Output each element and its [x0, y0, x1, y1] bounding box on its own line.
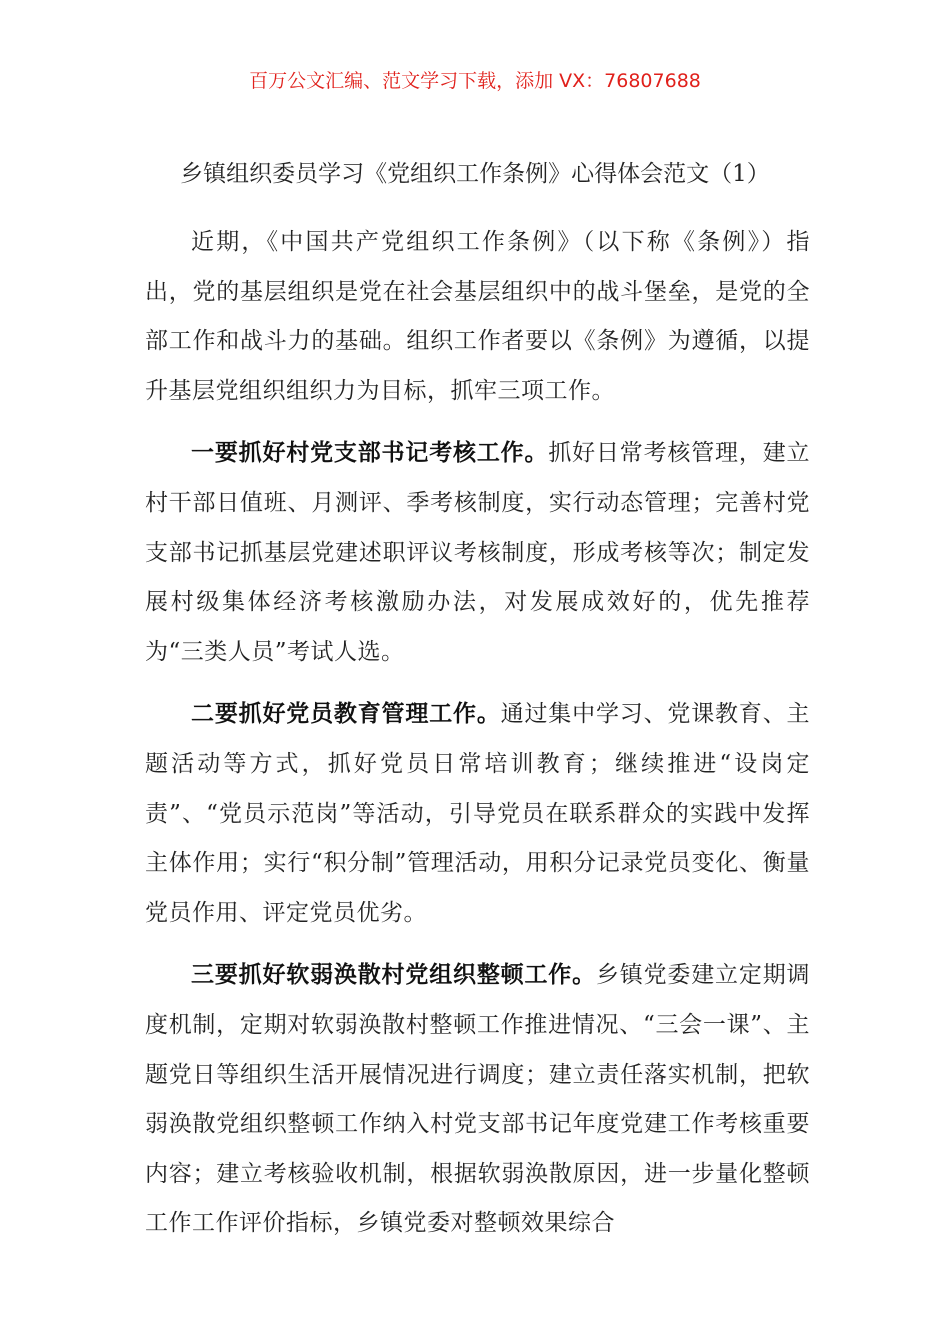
paragraph-lead: 二要抓好党员教育管理工作。	[191, 700, 501, 728]
paragraph-intro	[145, 218, 810, 416]
paragraph-lead: 三要抓好软弱涣散村党组织整顿工作。	[191, 961, 596, 989]
paragraph-text: 近期，《中国共产党组织工作条例》（以下称《条例》）指出，党的基层组织是党在社会基层组织中的战斗堡垒，是党的全部工作和战斗力的基础。组织工作者要以《条例》为遵循，以提升基层党组织组织力为目标，抓牢三项工作。	[145, 229, 810, 404]
document-body	[145, 218, 810, 1261]
header-notice: 百万公文汇编、范文学习下载，添加 VX：76807688	[249, 70, 701, 92]
paragraph-point-3	[145, 950, 810, 1249]
document-title: 乡镇组织委员学习《党组织工作条例》心得体会范文（1）	[180, 161, 770, 187]
paragraph-text: 抓好日常考核管理，建立村干部日值班、月测评、季考核制度，实行动态管理；完善村党支部书记抓基层党建述职评议考核制度，形成考核等次；制定发展村级集体经济考核激励办法，对发展成效好的，优先推荐为“三类人员”考试人选。	[145, 440, 811, 665]
paragraph-text: 通过集中学习、党课教育、主题活动等方式，抓好党员日常培训教育；继续推进“设岗定责”、“党员示范岗”等活动，引导党员在联系群众的实践中发挥主体作用；实行“积分制”管理活动，用积分记录党员变化、衡量党员作用、评定党员优劣。	[145, 701, 811, 926]
paragraph-text: 乡镇党委建立定期调度机制，定期对软弱涣散村整顿工作推进情况、“三会一课”、主题党日等组织生活开展情况进行调度；建立责任落实机制，把软弱涣散党组织整顿工作纳入村党支部书记年度党建工作考核重要内容；建立考核验收机制，根据软弱涣散原因，进一步量化整顿工作工作评价指标，乡镇党委对整顿效果综合	[145, 962, 811, 1237]
paragraph-point-1	[145, 428, 810, 677]
paragraph-lead: 一要抓好村党支部书记考核工作。	[191, 439, 549, 467]
paragraph-point-2	[145, 689, 810, 938]
